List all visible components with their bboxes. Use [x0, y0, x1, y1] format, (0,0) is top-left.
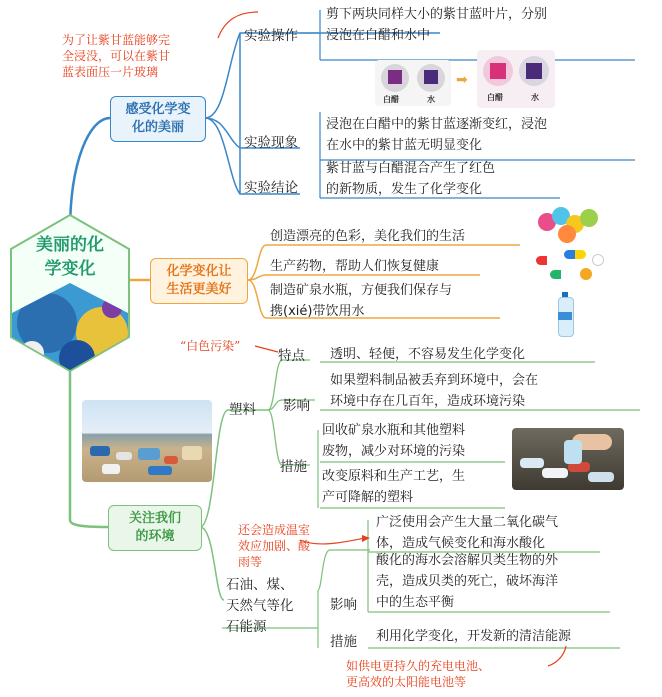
fossil-measure-text: 利用化学变化，开发新的清洁能源	[376, 629, 572, 644]
root-title: 美丽的化 学变化	[36, 235, 104, 279]
white-pollution-note: “白色污染”	[180, 339, 241, 353]
experiment-note: 为了让紫甘蓝能够完 全浸没，可以在紫甘 蓝表面压一片玻璃	[62, 33, 171, 79]
recycle-bottles-photo	[512, 428, 624, 490]
water-bottle-photo	[556, 292, 574, 336]
experiment-op-label: 实验操作	[244, 28, 298, 44]
label-water-2: 水	[531, 93, 539, 102]
pills-photo	[534, 248, 606, 288]
plastic-label: 塑料	[229, 402, 256, 418]
fabric-photo	[538, 207, 600, 243]
experiment-con-text: 紫甘蓝与白醋混合产生了红色 的新物质，发生了化学变化	[326, 161, 496, 197]
arrow-icon: ➡	[456, 72, 468, 88]
plastic-feature-label: 特点	[278, 348, 305, 364]
plastic-measure-text2: 改变原料和生产工艺，生 产可降解的塑料	[322, 469, 466, 505]
branch-life: 化学变化让 生活更美好	[150, 258, 248, 304]
fossil-impact-text2: 酸化的海水会溶解贝类生物的外 壳，造成贝类的死亡，破坏海洋 中的生态平衡	[376, 553, 559, 610]
label-vinegar-1: 白醋	[383, 95, 399, 104]
fossil-impact-text1: 广泛使用会产生大量二氧化碳气 体，造成气候变化和海水酸化	[376, 515, 559, 551]
cabbage-photo-before	[375, 60, 451, 106]
plastic-impact-text: 如果塑料制品被丢弃到环境中，会在 环境中存在几百年，造成环境污染	[330, 373, 539, 409]
life-item-colors: 创造漂亮的色彩，美化我们的生活	[270, 229, 466, 244]
greenhouse-note: 还会造成温室 效应加剧、酸 雨等	[238, 523, 311, 569]
fossil-measure-note: 如供电更持久的充电电池、 更高效的太阳能电池等	[346, 659, 491, 689]
life-item-bottles: 制造矿泉水瓶，方便我们保存与 携(xié)带饮用水	[270, 283, 453, 319]
branch-environment: 关注我们 的环境	[108, 505, 202, 551]
plastic-feature-text: 透明、轻便，不容易发生化学变化	[330, 347, 526, 362]
experiment-obs-label: 实验现象	[244, 135, 298, 151]
experiment-op-text: 剪下两块同样大小的紫甘蓝叶片，分别 浸泡在白醋和水中	[326, 7, 548, 43]
plastic-measure-text1: 回收矿泉水瓶和其他塑料 废物，减少对环境的污染	[322, 423, 466, 459]
fossil-impact-label: 影响	[330, 597, 357, 613]
cabbage-photo-after	[477, 50, 555, 108]
life-item-medicine: 生产药物，帮助人们恢复健康	[270, 259, 440, 274]
root-hexagon	[7, 213, 133, 373]
beach-pollution-photo	[82, 400, 212, 482]
label-water-1: 水	[427, 95, 435, 104]
plastic-impact-label: 影响	[283, 398, 310, 414]
branch-beauty: 感受化学变 化的美丽	[110, 96, 206, 142]
plastic-measure-label: 措施	[280, 459, 307, 475]
fossil-measure-label: 措施	[330, 634, 357, 650]
experiment-con-label: 实验结论	[244, 180, 298, 196]
label-vinegar-2: 白醋	[487, 93, 503, 102]
experiment-obs-text: 浸泡在白醋中的紫甘蓝逐渐变红，浸泡 在水中的紫甘蓝无明显变化	[326, 117, 548, 153]
fossil-label: 石油、煤、 天然气等化 石能源	[226, 577, 294, 635]
